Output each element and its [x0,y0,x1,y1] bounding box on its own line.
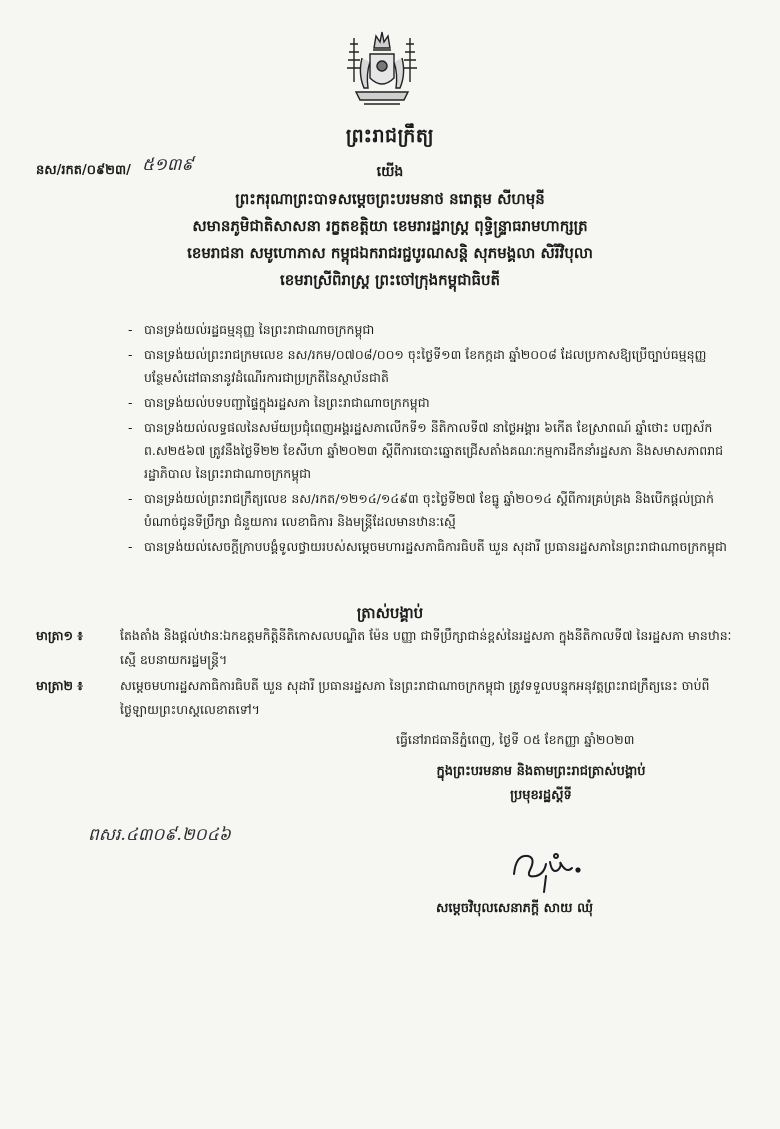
consideration-item: - បានទ្រង់យល់ព្រះរាជក្រឹត្យលេខ នស/រកត/១២១៤/១៤៩៣ ចុះថ្ងៃទី២៧ ខែធ្នូ ឆ្នាំ២០១៤ ស្តីពីការគ្រប់គ្រង និងបើកផ្តល់ប្រាក់បំណាច់ជូនទីប្រឹក្សា ជំនួយការ លេខាធិការ និងមន្ត្រីដែលមានឋានៈស្មើ [128,487,728,533]
king-title-line-4: ខេមរាស្រីពិរាស្ត្រ ព្រះចៅក្រុងកម្ពុជាធិបតី [279,271,501,289]
place-and-date: ធ្វើនៅរាជធានីភ្នំពេញ, ថ្ងៃទី ០៥ ខែកញ្ញា ឆ្នាំ២០២៣ [396,732,635,747]
king-title-line-2: សមានភូមិជាតិសាសនា រក្ខតខត្តិយា ខេមរារដ្ឋរាស្ត្រ ពុទ្ធិន្ទ្រាធរាមហាក្សត្រ [192,217,588,235]
document-title: ព្រះរាជក្រឹត្យ [345,125,435,147]
article-1-text: តែងតាំង និងផ្តល់ឋានៈឯកឧត្តមកិត្តិនីតិកោសលបណ្ឌិត ម៉ែន បញ្ញា ជាទីប្រឹក្សាជាន់ខ្ពស់នៃរដ្ឋសភា ក្នុងនីតិកាលទី៧ នៃរដ្ឋសភា មានឋានៈស្មើ ឧបនាយករដ្ឋមន្ត្រី។ [120,628,732,667]
consideration-item: - បានទ្រង់យល់បទបញ្ជាផ្ទៃក្នុងរដ្ឋសភា នៃព្រះរាជាណាចក្រកម្ពុជា [128,391,728,414]
royal-coat-of-arms-icon [340,28,424,110]
consideration-item: - បានទ្រង់យល់ព្រះរាជក្រមលេខ នស/រកម/០៧០៨/០០១ ចុះថ្ងៃទី១៣ ខែកក្កដា ឆ្នាំ២០០៨ ដែលប្រកាសឱ្យប្រើច្បាប់ធម្មនុញ្ញបន្ថែមសំដៅធានានូវដំណើរការជាប្រក្រតីនៃស្ថាប័នជាតិ [128,343,728,389]
consideration-item: - បានទ្រង់យល់សេចក្តីក្រាបបង្គំទូលថ្វាយរបស់សម្តេចមហារដ្ឋសភាធិការធិបតី ឃួន សុដារី ប្រធានរដ្ឋសភានៃព្រះរាជាណាចក្រកម្ពុជា [128,535,728,558]
consideration-item: - បានទ្រង់យល់លទ្ធផលនៃសម័យប្រជុំពេញអង្គរដ្ឋសភាលើកទី១ នីតិកាលទី៧ នាថ្ងៃអង្គារ ៦កើត ខែស្រាពណ៍ ឆ្នាំថោះ បញ្ចស័ក ព.ស២៥៦៧ ត្រូវនឹងថ្ងៃទី២២ ខែសីហា ឆ្នាំ២០២៣ ស្តីពីការបោះឆ្នោតជ្រើសតាំងគណៈកម្មការដឹកនាំរដ្ឋសភា និងសមាសភាពរាជរដ្ឋាភិបាល នៃព្រះរាជាណាចក្រកម្ពុជា [128,416,728,485]
countersign-block [386,760,696,808]
countersign-line-1: ក្នុងព្រះបរមនាម និងតាមព្រះរាជត្រាស់បង្គាប់ [436,764,646,779]
signatory-name: សម្តេចវិបុលសេនាភក្តី សាយ ឈុំ [436,901,593,916]
considerations-list [128,318,728,560]
decree-heading: ត្រាស់បង្គាប់ [356,604,424,622]
article-2-text: សម្តេចមហារដ្ឋសភាធិការធិបតី ឃួន សុដារី ប្រធានរដ្ឋសភា នៃព្រះរាជាណាចក្រកម្ពុជា ត្រូវទទួលបន្ទុកអនុវត្តព្រះរាជក្រឹត្យនេះ ចាប់ពីថ្ងៃឡាយព្រះហស្តលេខាតទៅ។ [120,678,710,717]
king-title-line-3: ខេមរាជនា សមូហោភាស កម្ពុជឯករាជរជ្ជបូរណសន្តិ សុភមង្គលា សិរីវិបុលា [187,244,593,262]
seen-heading: យើង [376,164,404,180]
handwritten-signature-icon [506,840,596,896]
consideration-item: - បានទ្រង់យល់រដ្ឋធម្មនុញ្ញ នៃព្រះរាជាណាចក្រកម្ពុជា [128,318,728,341]
king-title-block [60,186,720,294]
countersign-line-2: ប្រមុខរដ្ឋស្តីទី [510,788,572,803]
article-2 [36,674,736,722]
article-1-label: មាត្រា១ ៖ [36,628,83,643]
article-1 [36,624,736,672]
reference-number: នស/រកត/០៩២៣/ [36,163,131,178]
king-title-line-1: ព្រះករុណាព្រះបាទសម្តេចព្រះបរមនាថ នរោត្តម សីហមុនី [235,190,545,208]
reference-handwritten-number: ៥១៣៩ [142,155,194,175]
registry-handwritten-number: ពសរ.៤៣០៩.២០៤៦ [88,825,231,845]
article-2-label: មាត្រា២ ៖ [36,678,83,693]
